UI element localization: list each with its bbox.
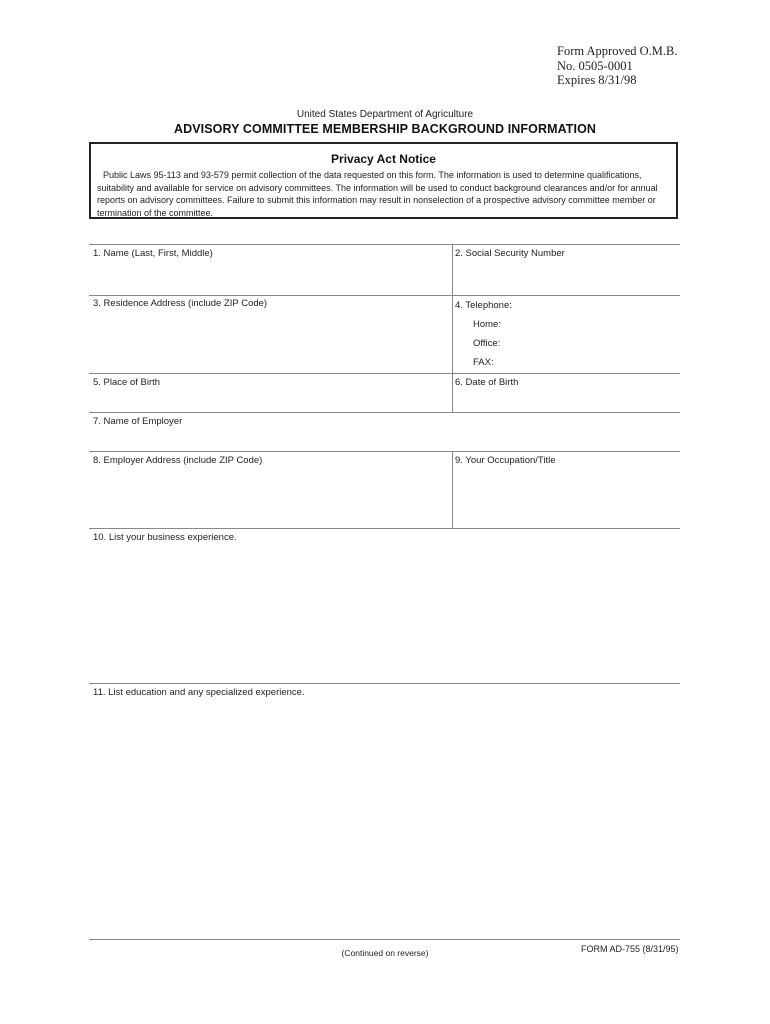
- privacy-notice-box: [89, 142, 678, 219]
- business-experience-field[interactable]: 10. List your business experience.: [93, 532, 237, 543]
- form-divider-row2: [452, 295, 453, 373]
- privacy-notice-text: Public Laws 95-113 and 93-579 permit collection of the data requested on this form. The information is used to determine qualifications, suitability and available for service on advisory committees. The information will be used to conduct background clearances and/or for annual reports on advisory committees. Failure to submit this information may result in nonselection of a prospective advisory committee member or termination of the committee.: [97, 170, 658, 218]
- name-field[interactable]: 1. Name (Last, First, Middle): [93, 248, 213, 259]
- omb-approval-block: [557, 44, 678, 88]
- employer-name-field[interactable]: 7. Name of Employer: [93, 416, 183, 427]
- form-divider-row3: [452, 373, 453, 412]
- form-divider-row1: [452, 244, 453, 295]
- employer-address-field[interactable]: 8. Employer Address (include ZIP Code): [93, 455, 263, 466]
- form-rule-row2: [89, 295, 680, 296]
- form-rule-row4: [89, 412, 680, 413]
- department-name: United States Department of Agriculture: [296, 109, 474, 120]
- form-number: FORM AD-755 (8/31/95): [581, 944, 679, 954]
- office-phone-field[interactable]: Office:: [473, 338, 501, 349]
- fax-field[interactable]: FAX:: [473, 357, 494, 368]
- home-phone-field[interactable]: Home:: [473, 319, 501, 330]
- form-rule-top: [89, 244, 680, 245]
- form-title: ADVISORY COMMITTEE MEMBERSHIP BACKGROUND INFORMATION: [173, 122, 597, 136]
- education-field[interactable]: 11. List education and any specialized experience.: [93, 687, 305, 698]
- occupation-field[interactable]: 9. Your Occupation/Title: [455, 455, 556, 466]
- form-rule-footer: [89, 939, 680, 940]
- omb-line-approved: Form Approved O.M.B.: [557, 44, 678, 58]
- ssn-field[interactable]: 2. Social Security Number: [455, 248, 565, 259]
- omb-line-number: No. 0505-0001: [557, 58, 633, 73]
- place-of-birth-field[interactable]: 5. Place of Birth: [93, 377, 161, 388]
- form-rule-row5: [89, 451, 680, 452]
- telephone-field: 4. Telephone:: [455, 300, 512, 311]
- continued-on-reverse: (Continued on reverse): [341, 948, 429, 958]
- privacy-notice-heading: Privacy Act Notice: [331, 152, 436, 166]
- form-divider-row5: [452, 451, 453, 528]
- form-rule-row7: [89, 683, 680, 684]
- form-rule-row3: [89, 373, 680, 374]
- residence-address-field[interactable]: 3. Residence Address (include ZIP Code): [93, 298, 268, 309]
- form-rule-row6: [89, 528, 680, 529]
- omb-line-expires: Expires 8/31/98: [557, 73, 637, 87]
- date-of-birth-field[interactable]: 6. Date of Birth: [455, 377, 519, 388]
